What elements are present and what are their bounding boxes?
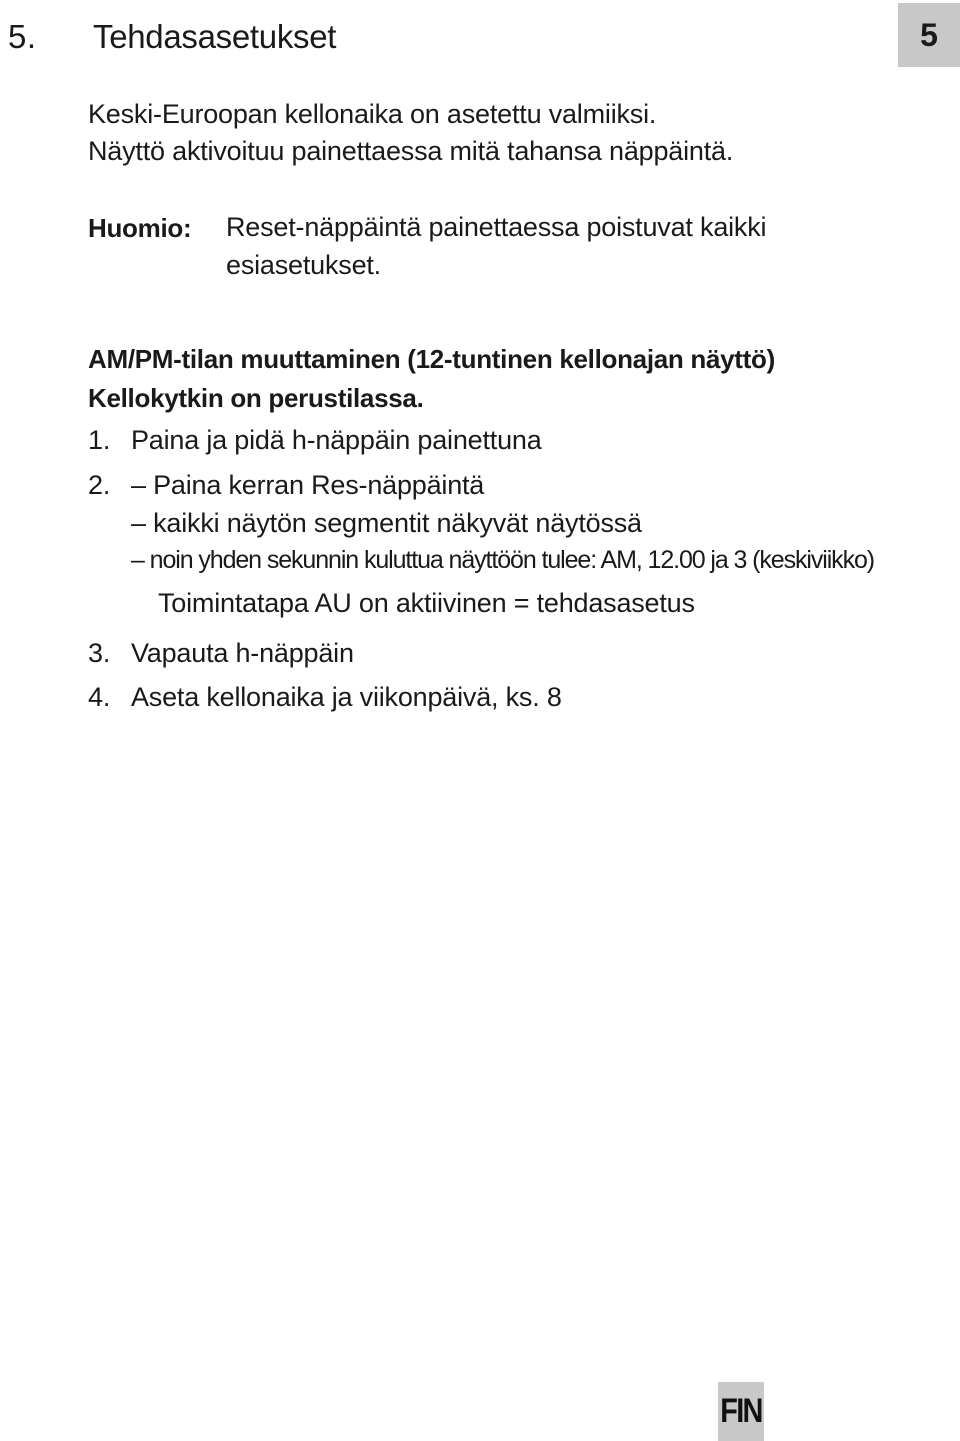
- language-tag: FIN: [720, 1392, 762, 1430]
- step-2-sub-2: – noin yhden sekunnin kuluttua näyttöön tulee: AM, 12.00 ja 3 (keskiviikko): [131, 546, 875, 574]
- step-1-text: Paina ja pidä h-näppäin painettuna: [131, 425, 542, 455]
- section-title: Tehdasasetukset: [93, 18, 337, 55]
- intro-line-1: Keski-Euroopan kellonaika on asetettu valmiiksi.: [88, 99, 657, 129]
- note-line-1: Reset-näppäintä painettaessa poistuvat kaikki: [226, 212, 767, 242]
- section-number: 5.: [8, 18, 37, 55]
- ampm-heading: AM/PM-tilan muuttaminen (12-tuntinen kellonajan näyttö): [88, 344, 775, 374]
- step-3-number: 3.: [88, 638, 111, 668]
- page-number: 5: [920, 16, 938, 53]
- language-tag-badge: [718, 1382, 764, 1441]
- step-1-number: 1.: [88, 425, 111, 455]
- note-label: Huomio:: [88, 213, 192, 243]
- step-4-text: Aseta kellonaika ja viikonpäivä, ks. 8: [131, 682, 562, 712]
- step-2-sub-3: Toimintatapa AU on aktiivinen = tehdasasetus: [158, 588, 695, 618]
- step-4-number: 4.: [88, 682, 111, 712]
- step-2-sub-1: – kaikki näytön segmentit näkyvät näytössä: [131, 508, 642, 538]
- page-number-badge: [898, 3, 960, 67]
- intro-line-2: Näyttö aktivoituu painettaessa mitä tahansa näppäintä.: [88, 136, 734, 166]
- step-2-number: 2.: [88, 470, 111, 500]
- note-line-2: esiasetukset.: [226, 250, 381, 280]
- step-3-text: Vapauta h-näppäin: [131, 638, 354, 668]
- step-2-text: – Paina kerran Res-näppäintä: [131, 470, 485, 500]
- ampm-subheading: Kellokytkin on perustilassa.: [88, 383, 424, 413]
